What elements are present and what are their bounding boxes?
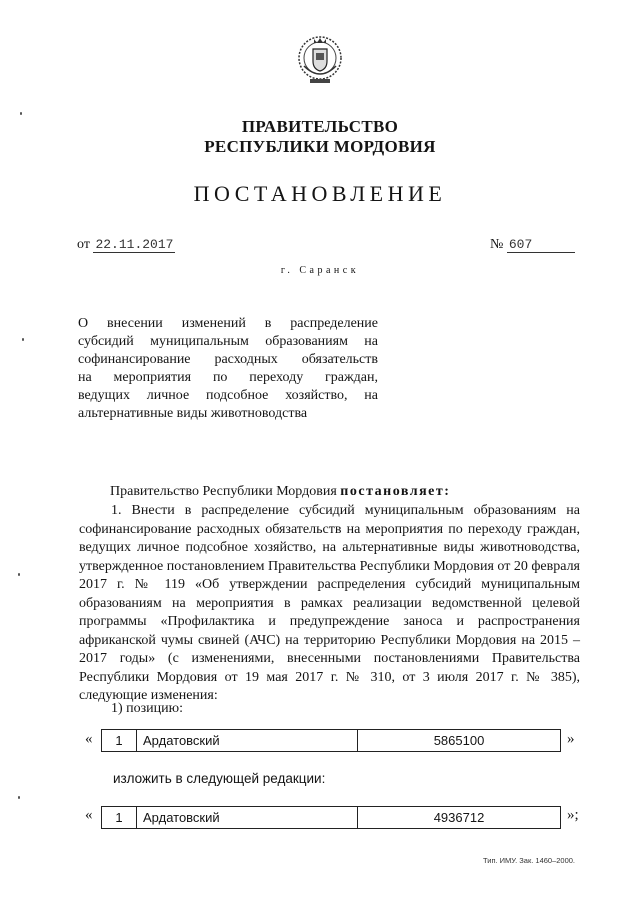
quote-close-old: » bbox=[567, 731, 575, 747]
quote-close-new: »; bbox=[567, 807, 579, 823]
document-type-title: ПОСТАНОВЛЕНИЕ bbox=[193, 181, 447, 206]
row-number: 1 bbox=[102, 730, 137, 752]
decree-date: 22.11.2017 bbox=[95, 237, 174, 252]
old-position-table bbox=[101, 729, 561, 752]
district-name: Ардатовский bbox=[137, 730, 358, 752]
new-position-table bbox=[101, 806, 561, 829]
number-row bbox=[490, 237, 575, 253]
city-name: г. Саранск bbox=[280, 265, 360, 276]
print-info-footer: Тип. ИМУ. Зак. 1460–2000. bbox=[483, 856, 576, 865]
number-prefix: № bbox=[490, 237, 504, 252]
row-number: 1 bbox=[102, 807, 137, 829]
district-name: Ардатовский bbox=[137, 807, 358, 829]
redaction-label: изложить в следующей редакции: bbox=[113, 771, 326, 786]
subject-line: на мероприятия по переходу граждан, bbox=[78, 370, 378, 385]
table-row bbox=[102, 730, 561, 752]
table-row bbox=[102, 807, 561, 829]
scan-speck bbox=[18, 573, 20, 576]
government-title-line2: РЕСПУБЛИКИ МОРДОВИЯ bbox=[204, 137, 436, 156]
government-title-line1: ПРАВИТЕЛЬСТВО bbox=[241, 117, 399, 136]
scan-speck bbox=[18, 796, 20, 799]
subsidy-amount: 5865100 bbox=[358, 730, 561, 752]
quote-open-new: « bbox=[85, 807, 93, 823]
paragraph-1: 1. Внести в распределение субсидий муниципальным образованиям на софинансирование расходных обязательств на мероприятия по переходу граждан, ведущих личное подсобное хозяйство, на альтернативные виды животноводства, утвержденное постановлением Правительства Республики Мордовия от 20 февраля 2017 г. № 119 «Об утверждении распределения субсидий муниципальным образованиям на мероприятия в рамках реализации ведомственной целевой программы «Профилактика и предупреждение заноса и распространения африканской чумы свиней (АЧС) на территорию Республики Мордовия на 2015 – 2017 годы» (с изменениями, внесенными постановлениями Правительства Республики Мордовия от 19 мая 2017 г. № 310, от 3 июля 2017 г. № 385), следующие изменения: bbox=[79, 503, 580, 703]
subject-line: О внесении изменений в распределение bbox=[78, 316, 378, 331]
scan-speck bbox=[20, 112, 22, 115]
position-label: 1) позицию: bbox=[111, 701, 184, 716]
subject-line: альтернативные виды животноводства bbox=[78, 406, 308, 421]
intro-text: Правительство Республики Мордовия bbox=[110, 484, 337, 499]
quote-open-old: « bbox=[85, 731, 93, 747]
date-prefix: от bbox=[77, 237, 90, 252]
scan-speck bbox=[22, 338, 24, 341]
subject-line: субсидий муниципальным образованиям на bbox=[78, 334, 378, 349]
resolution-intro bbox=[110, 484, 450, 500]
coat-of-arms-emblem-icon bbox=[296, 32, 344, 88]
intro-bold: постановляет: bbox=[340, 484, 451, 499]
subject-line: ведущих личное подсобное хозяйство, на bbox=[78, 388, 378, 403]
date-row bbox=[77, 237, 175, 253]
decree-number: 607 bbox=[507, 237, 575, 253]
subject-line: софинансирование расходных обязательств bbox=[78, 352, 378, 367]
subsidy-amount: 4936712 bbox=[358, 807, 561, 829]
decree-subject bbox=[78, 315, 378, 423]
